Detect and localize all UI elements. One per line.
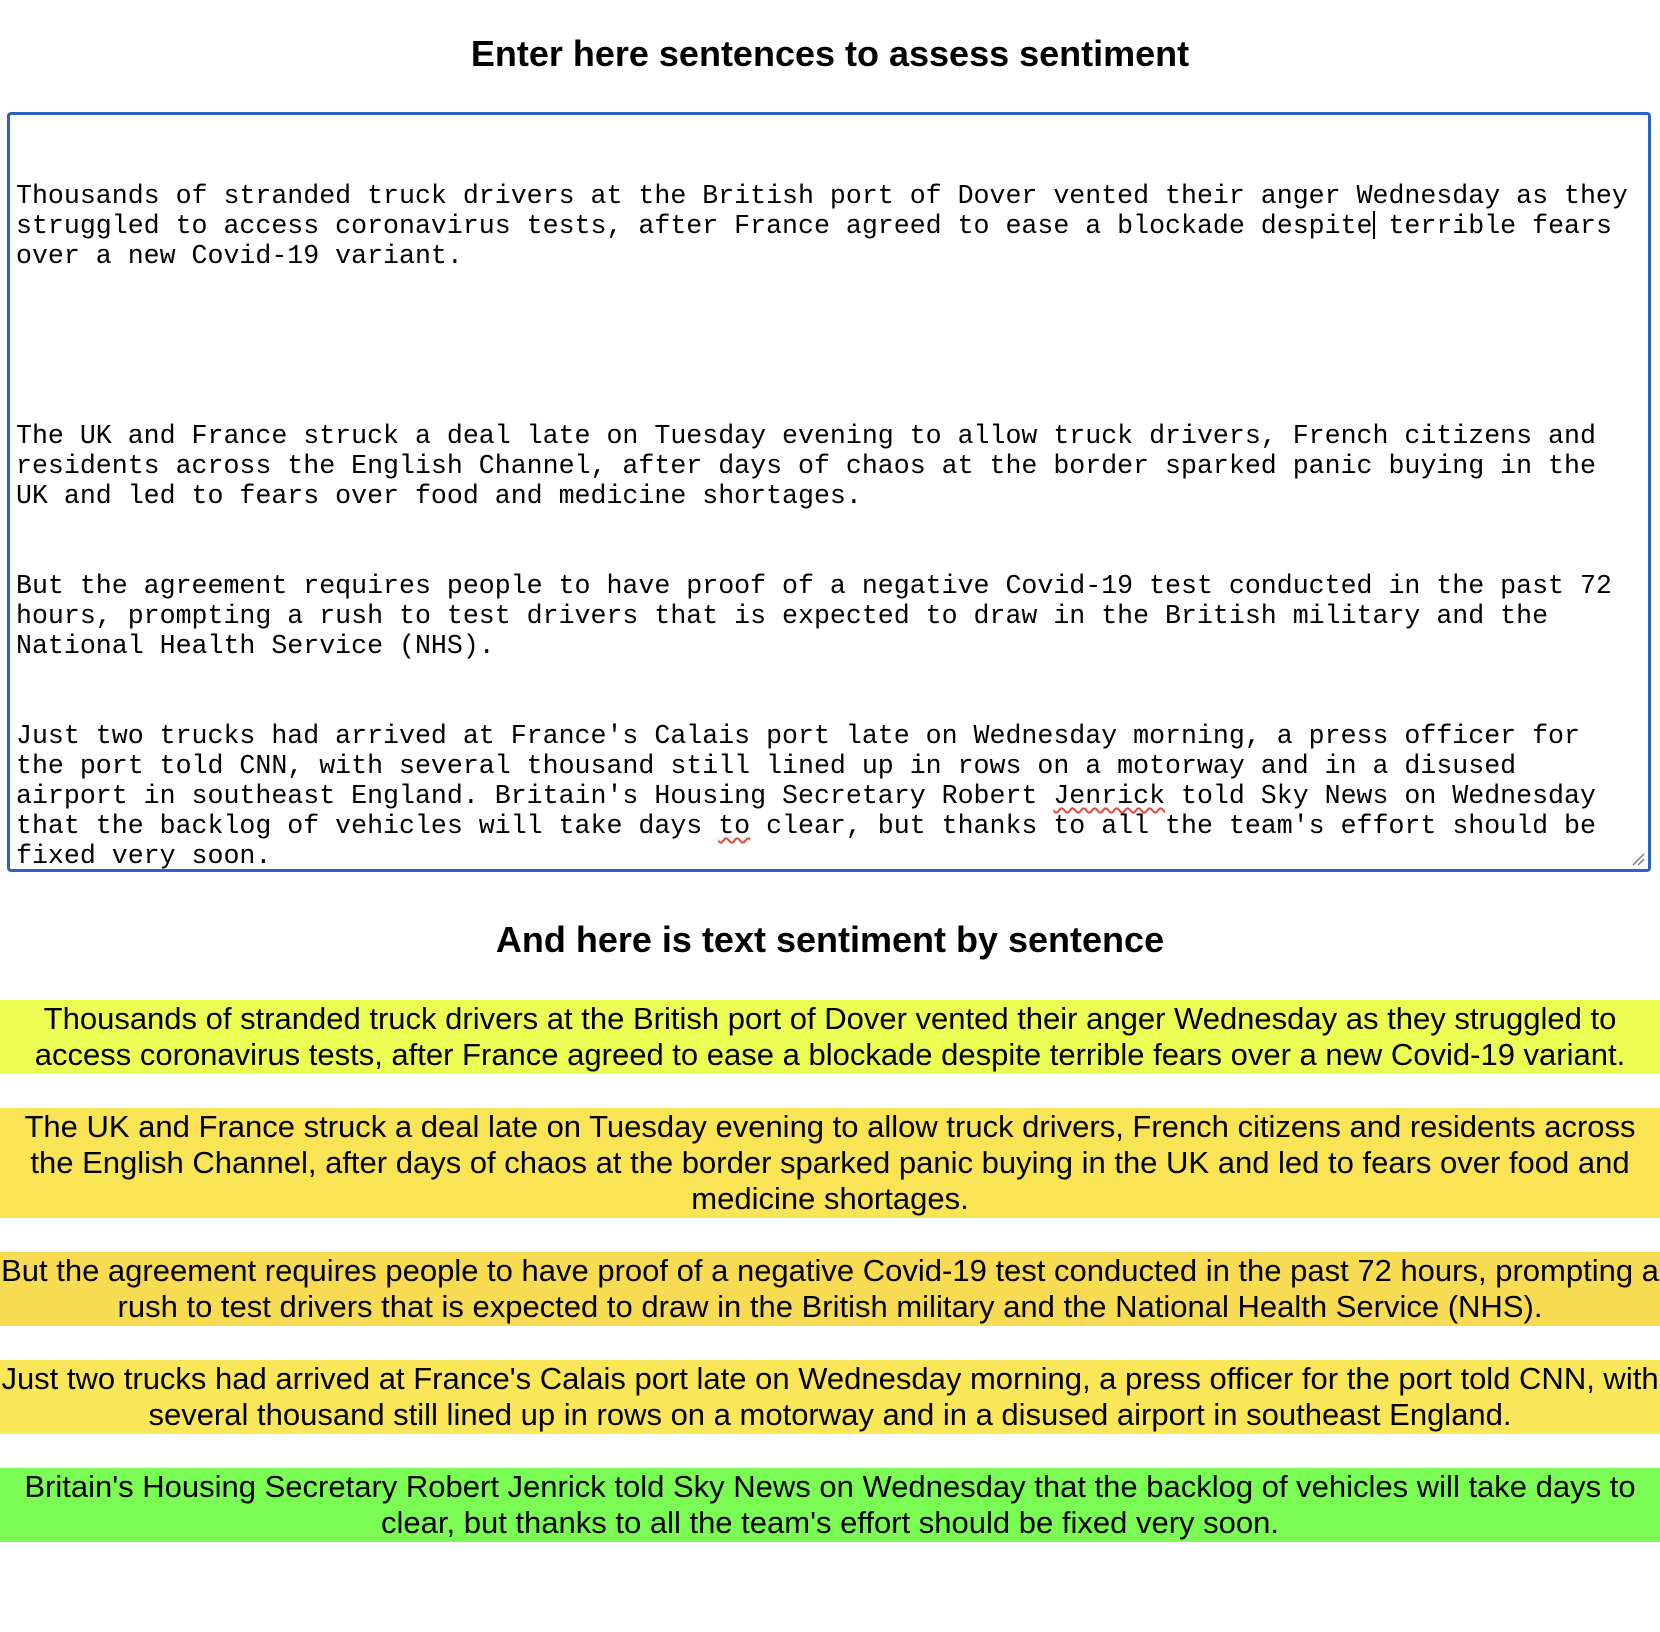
spellcheck-word[interactable]: to — [718, 811, 751, 841]
text-line — [16, 181, 1642, 271]
text-paragraph-4 — [16, 721, 1642, 871]
text-paragraph-2: The UK and France struck a deal late on Tuesday evening to allow truck drivers, French citizens and residents across the English Channel, after days of chaos at the border sparked panic buying in the UK and led to fears over food and medicine shortages. — [16, 421, 1612, 511]
sentences-textarea[interactable] — [7, 112, 1651, 872]
sentence-sentiment-5: Britain's Housing Secretary Robert Jenrick told Sky News on Wednesday that the backlog of vehicles will take days to clear, but thanks to all the team's effort should be fixed very soon. — [0, 1468, 1660, 1542]
text-span: told Sky News on Wednesday that the backlog of vehicles will take days — [16, 781, 1612, 841]
text-paragraph-3: But the agreement requires people to have proof of a negative Covid-19 test conducted in the past 72 hours, prompting a rush to test drivers that is expected to draw in the British military and the National Health Service (NHS). — [16, 571, 1628, 661]
textarea-content[interactable] — [16, 121, 1642, 931]
text-line-3: over a new Covid-19 variant. — [16, 241, 463, 271]
sentiment-list — [0, 1000, 1660, 1576]
sentence-sentiment-4: Just two trucks had arrived at France's Calais port late on Wednesday morning, a press officer for the port told CNN, with several thousand still lined up in rows on a motorway and in a disused airport in southeast England. — [1, 1361, 1659, 1432]
resize-grip-icon[interactable] — [1631, 852, 1645, 866]
sentence-sentiment-1: Thousands of stranded truck drivers at the British port of Dover vented their anger Wednesday as they struggled to access coronavirus tests, after France agreed to ease a blockade despite terrible fears over a new Covid-19 variant. — [0, 1000, 1660, 1074]
spellcheck-word[interactable]: Jenrick — [1053, 781, 1166, 811]
sentence-sentiment-3: But the agreement requires people to have proof of a negative Covid-19 test conducted in the past 72 hours, prompting a rush to test drivers that is expected to draw in the British military and the National Health Service (NHS). — [1, 1253, 1659, 1324]
input-heading: Enter here sentences to assess sentiment — [470, 33, 1190, 74]
text-line-2b: terrible fears — [1372, 211, 1612, 241]
output-heading: And here is text sentiment by sentence — [495, 919, 1165, 960]
text-span: clear, but thanks to all the team's effort should be fixed very soon. — [16, 811, 1612, 871]
text-span: Just two trucks had arrived at France's Calais port late on Wednesday morning, a press officer for the port told CNN, with several thousand still lined up in rows on a motorway and in a disused airport in southeast England. Britain's Housing Secretary Robert — [16, 721, 1596, 811]
text-line-2a: struggled to access coronavirus tests, after France agreed to ease a blockade despite — [16, 211, 1373, 241]
text-line-1: Thousands of stranded truck drivers at the British port of Dover vented their anger Wednesday as they — [16, 181, 1628, 211]
sentence-sentiment-2: The UK and France struck a deal late on Tuesday evening to allow truck drivers, French citizens and residents across the English Channel, after days of chaos at the border sparked panic buying in the UK and led to fears over food and medicine shortages. — [0, 1108, 1660, 1218]
